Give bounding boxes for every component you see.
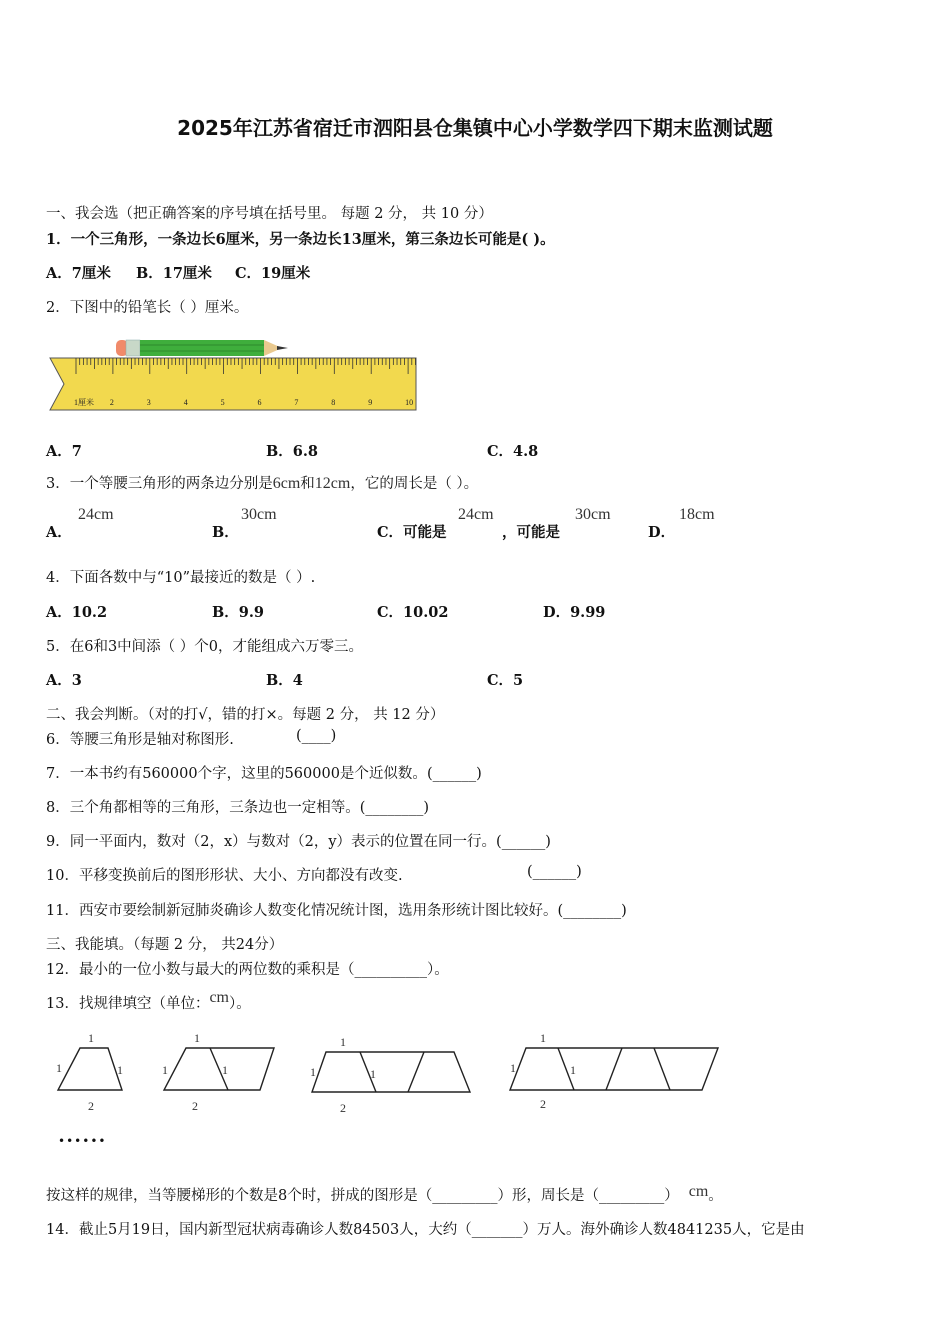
q1-option-a: A．7厘米 — [46, 265, 111, 282]
q2-option-c: C．4.8 — [487, 443, 539, 460]
fig3-bottom-label: 2 — [340, 1101, 346, 1115]
q3-option-d-value: 18cm — [679, 506, 715, 523]
q13-unit: cm — [209, 989, 229, 1006]
ruler-pencil-figure — [44, 330, 419, 414]
q5-text: 5．在6和3中间添（ ）个0，才能组成六万零三。 — [46, 639, 364, 655]
q13-text-a: 13．找规律填空（单位： — [46, 996, 210, 1012]
q10-text: 10．平移变换前后的图形形状、大小、方向都没有改变. — [46, 868, 403, 884]
fig3-left-label: 1 — [310, 1065, 316, 1079]
fig4-left-label: 1 — [510, 1061, 516, 1075]
q11-label: 11．西安市要绘制新冠肺炎确诊人数变化情况统计图，选用条形统计图比较好。 — [46, 903, 558, 919]
ruler-number: 7 — [294, 398, 299, 407]
q9-answer-blank[interactable]: (______) — [496, 834, 551, 850]
q3-text-b: 和 — [300, 476, 315, 492]
q10-answer-blank[interactable]: (______) — [527, 864, 582, 880]
q4-text: 4．下面各数中与“10”最接近的数是（ ）. — [46, 570, 316, 586]
q8-label: 8．三个角都相等的三角形，三条边也一定相等。 — [46, 800, 360, 816]
q3-option-a: A． — [46, 524, 72, 541]
pencil-icon — [116, 340, 288, 356]
q8-answer-blank[interactable]: (________) — [359, 800, 430, 816]
q13-continuation-b: 。 — [708, 1188, 723, 1204]
q3-text — [46, 472, 478, 493]
q8-text — [46, 796, 429, 817]
ruler-number: 2 — [109, 398, 114, 407]
q11-text — [46, 899, 627, 920]
ruler-unit-label: 1厘米 — [74, 398, 94, 407]
q1-text: 1．一个三角形，一条边长6厘米，另一条边长13厘米，第三条边长可能是( )。 — [46, 231, 555, 248]
q2-option-b: B．6.8 — [266, 443, 318, 460]
q2-option-a: A．7 — [46, 443, 82, 460]
q3-option-c-mid: ，可能是 — [502, 524, 560, 541]
q3-option-a-value: 24cm — [78, 506, 114, 523]
q13-continuation — [46, 1184, 723, 1205]
q13-continuation-a: 按这样的规律，当等腰梯形的个数是8个时，拼成的图形是（_________）形，周长是（_________） — [46, 1188, 679, 1204]
q1-option-b: B．17厘米 — [136, 265, 212, 282]
q11-answer-blank[interactable]: (________) — [557, 903, 627, 919]
q2-text: 2．下图中的铅笔长（ ）厘米。 — [46, 300, 249, 316]
fig2-bottom-label: 2 — [192, 1099, 198, 1113]
ruler-number: 6 — [257, 398, 262, 407]
q3-option-c-value-1: 24cm — [458, 506, 494, 523]
fig3-top-label: 1 — [340, 1035, 346, 1049]
q4-option-c: C．10.02 — [377, 604, 449, 621]
q3-value-1: 6cm — [272, 475, 301, 492]
fig2-top-label: 1 — [194, 1031, 200, 1045]
q3-option-c-value-2: 30cm — [575, 506, 611, 523]
q5-option-a: A．3 — [46, 672, 82, 689]
page-title: 2025年江苏省宿迁市泗阳县仓集镇中心小学数学四下期末监测试题 — [177, 116, 773, 140]
q3-option-b: B． — [212, 524, 239, 541]
fig2-mid-label: 1 — [222, 1063, 228, 1077]
q4-option-a: A．10.2 — [46, 604, 108, 621]
section2-heading: 二、我会判断。（对的打√，错的打×。每题 2 分， 共 12 分） — [46, 707, 445, 723]
fig4-bottom-label: 2 — [540, 1097, 546, 1111]
q9-text — [46, 830, 551, 851]
ruler-number: 10 — [405, 398, 414, 407]
section1-heading: 一、我会选（把正确答案的序号填在括号里。 每题 2 分， 共 10 分） — [46, 206, 493, 222]
q9-label: 9．同一平面内，数对（2，x）与数对（2，y）表示的位置在同一行。 — [46, 834, 497, 850]
q3-value-2: 12cm — [314, 475, 351, 492]
q7-text — [46, 762, 482, 783]
fig2-left-label: 1 — [162, 1063, 168, 1077]
q7-label: 7．一本书约有560000个字，这里的560000是个近似数。 — [46, 766, 427, 782]
q12-text: 12．最小的一位小数与最大的两位数的乘积是（__________）。 — [46, 962, 449, 978]
fig1-right-label: 1 — [117, 1063, 123, 1077]
q3-option-c: C．可能是 — [377, 524, 447, 541]
q3-option-d: D． — [648, 524, 676, 541]
fig1-top-label: 1 — [88, 1031, 94, 1045]
fig1-bottom-label: 2 — [88, 1099, 94, 1113]
trapezoid-pattern-figure — [50, 1028, 730, 1118]
ruler-number: 9 — [368, 398, 373, 407]
trapezoid-figure-1 — [58, 1048, 122, 1090]
q7-answer-blank[interactable]: (______) — [426, 766, 482, 782]
fig3-mid-label: 1 — [370, 1067, 376, 1081]
q13-text — [46, 989, 251, 1013]
q3-text-c: ，它的周长是（ ）。 — [350, 476, 479, 492]
q3-text-a: 3．一个等腰三角形的两条边分别是 — [46, 476, 273, 492]
ruler-number: 8 — [331, 398, 336, 407]
fig4-top-label: 1 — [540, 1031, 546, 1045]
q6-answer-blank[interactable]: (____) — [296, 728, 337, 744]
q5-option-c: C．5 — [487, 672, 524, 689]
q13-continuation-unit: cm — [688, 1183, 709, 1200]
ruler — [50, 358, 416, 410]
q4-option-d: D．9.99 — [543, 604, 606, 621]
section3-heading: 三、我能填。（每题 2 分， 共24分） — [46, 937, 284, 953]
ruler-number: 5 — [220, 398, 225, 407]
q13-text-b: ）。 — [229, 996, 251, 1012]
q1-option-c: C．19厘米 — [235, 265, 311, 282]
q4-option-b: B．9.9 — [212, 604, 264, 621]
fig4-mid-label: 1 — [570, 1063, 576, 1077]
q6-text: 6．等腰三角形是轴对称图形. — [46, 732, 234, 748]
continuation-dots: •••••• — [58, 1134, 107, 1148]
trapezoid-figure-3 — [312, 1052, 470, 1092]
fig1-left-label: 1 — [56, 1061, 62, 1075]
q5-option-b: B．4 — [266, 672, 303, 689]
q14-text: 14．截止5月19日，国内新型冠状病毒确诊人数84503人，大约（_______）万人。海外确诊人数4841235人，它是由 — [46, 1222, 805, 1238]
ruler-number: 4 — [183, 398, 188, 407]
ruler-number: 3 — [146, 398, 151, 407]
q3-option-b-value: 30cm — [241, 506, 277, 523]
